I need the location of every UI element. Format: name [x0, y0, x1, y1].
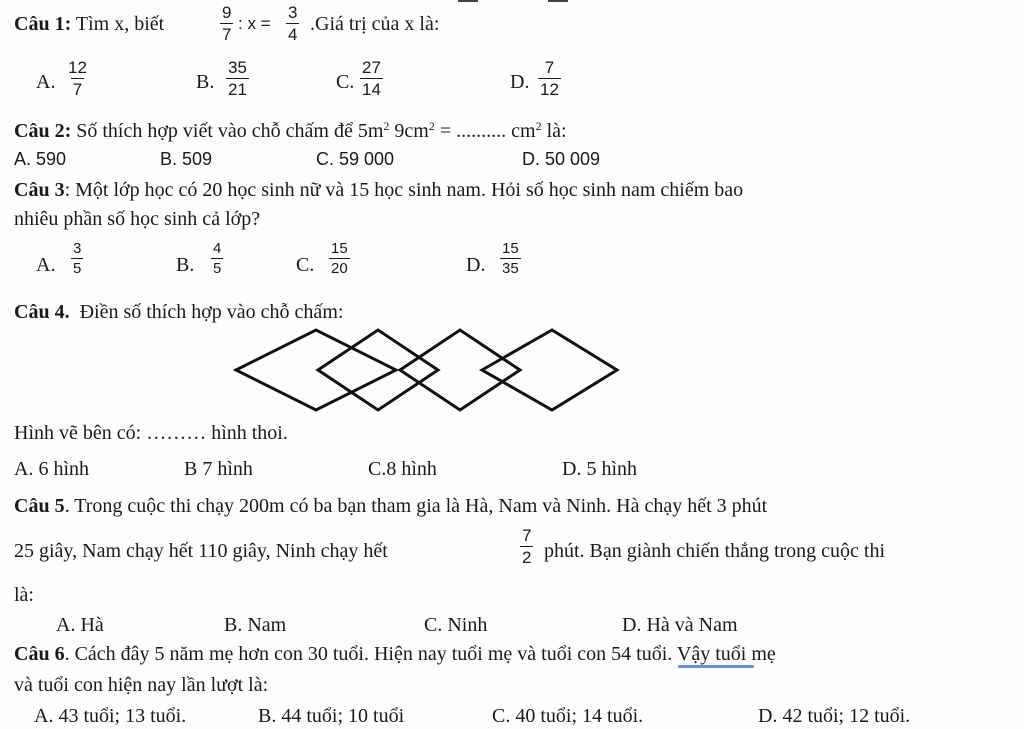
q3-option-c: $\frac{15}{20}$ [331, 240, 348, 277]
q2-option-d: D. 50 009 [522, 149, 601, 169]
q1-equation-mid: : x = [238, 14, 271, 33]
q1-option-a: $\frac{12}{7}$ [68, 58, 87, 99]
q5-text-line2a: 25 giây, Nam chạy hết 110 giây, Ninh chạy hết [14, 540, 388, 562]
q6-option-a: A. 43 tuổi; 13 tuổi. [34, 705, 187, 727]
q4-option-d: D. 5 hình [562, 458, 637, 480]
q3-label: Câu 3 [14, 179, 65, 201]
q1-option-a-letter: A. [36, 71, 56, 93]
q1-option-b-letter: B. [196, 71, 215, 93]
q3-option-b: $\frac{4}{5}$ [213, 240, 222, 277]
top-edge-line [458, 0, 478, 2]
q5-option-b: B. Nam [224, 614, 287, 636]
q6-text-line2: và tuổi con hiện nay lần lượt là: [14, 674, 269, 696]
q1-option-c-letter: C. [336, 71, 355, 93]
q6-text: . Cách đây 5 năm mẹ hơn con 30 tuổi. Hiện nay tuổi mẹ và tuổi con 54 tuổi. Vậy tuổi mẹ [64, 643, 776, 665]
q3-option-d-letter: D. [466, 254, 486, 276]
q1-label: Câu 1: [14, 13, 72, 35]
q2-option-b: B. 509 [160, 149, 213, 169]
q1-equation-fraction-right: $\frac{3}{4}$ [288, 3, 298, 44]
q5-option-d: D. Hà và Nam [622, 614, 738, 636]
q2-label: Câu 2: [14, 120, 72, 142]
q1-option-c: $\frac{27}{14}$ [362, 58, 381, 99]
q6-label: Câu 6 [14, 643, 65, 665]
q6-option-c: C. 40 tuổi; 14 tuổi. [492, 705, 644, 727]
spellcheck-underline [678, 665, 754, 668]
q3-option-b-letter: B. [176, 254, 195, 276]
q2-option-c: C. 59 000 [316, 149, 395, 169]
q4-option-b: B 7 hình [184, 458, 253, 480]
q3-option-c-letter: C. [296, 254, 315, 276]
q4-option-a: A. 6 hình [14, 458, 89, 480]
rhombus-figure [230, 322, 620, 422]
rhombus-large-2 [318, 330, 438, 410]
q5-text: . Trong cuộc thi chạy 200m có ba bạn tham gia là Hà, Nam và Ninh. Hà chạy hết 3 phút [64, 495, 768, 517]
top-edge-line [548, 0, 568, 2]
rhombus-large-4 [482, 330, 617, 410]
q3-text-line2: nhiêu phần số học sinh cả lớp? [14, 208, 261, 230]
q3-option-d: $\frac{15}{35}$ [502, 240, 519, 277]
q5-option-a: A. Hà [56, 614, 104, 636]
q1-option-b: $\frac{35}{21}$ [228, 58, 247, 99]
q1-text: Tìm x, biết [75, 13, 165, 35]
q6-option-b: B. 44 tuổi; 10 tuổi [258, 705, 405, 727]
q4-label: Câu 4. [14, 301, 70, 323]
q5-text-line2b: phút. Bạn giành chiến thắng trong cuộc thi [544, 540, 886, 562]
q2-option-a: A. 590 [14, 149, 67, 169]
q3-option-a-letter: A. [36, 254, 56, 276]
q5-option-c: C. Ninh [424, 614, 488, 636]
q5-fraction: $\frac{7}{2}$ [522, 526, 532, 567]
q3-text: : Một lớp học có 20 học sinh nữ và 15 học sinh nam. Hỏi số học sinh nam chiếm bao [64, 179, 744, 201]
q5-text-line3: là: [14, 584, 34, 606]
q1-text-end: .Giá trị của x là: [310, 13, 440, 35]
q5-label: Câu 5 [14, 495, 65, 517]
q4-figure-text: Hình vẽ bên có: ……… hình thoi. [14, 422, 288, 444]
q1-option-d: $\frac{7}{12}$ [540, 58, 559, 99]
q4-option-c: C.8 hình [368, 458, 437, 480]
q3-option-a: $\frac{3}{5}$ [73, 240, 82, 277]
q1-option-d-letter: D. [510, 71, 530, 93]
q2-text: Số thích hợp viết vào chỗ chấm để 5m [76, 120, 384, 142]
q6-option-d: D. 42 tuổi; 12 tuổi. [758, 705, 911, 727]
q1-equation-fraction-left: $\frac{9}{7}$ [222, 3, 232, 44]
rhombus-large-3 [400, 330, 520, 410]
q4-title: Điền số thích hợp vào chỗ chấm: [79, 301, 344, 323]
